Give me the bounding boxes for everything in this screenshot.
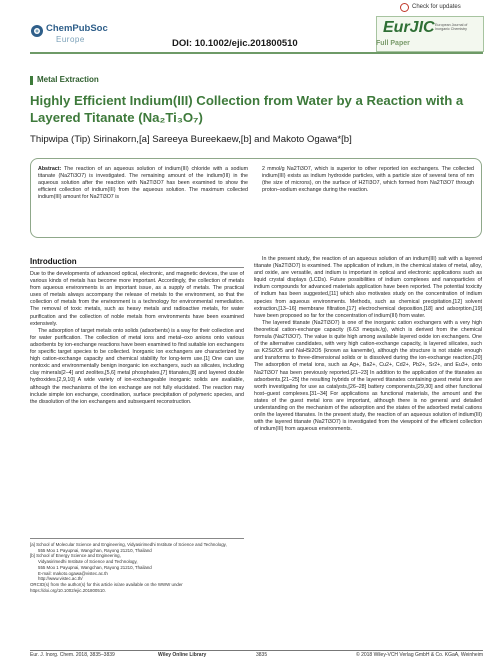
journal-name: EurJIC (383, 19, 435, 36)
footnote: [b] School of Energy Science and Engineering, (30, 553, 121, 559)
article-title: Highly Efficient Indium(III) Collection from Water by a Reaction with a Layered Titanate (Na₂Ti₃O₇) (30, 93, 464, 125)
footnote: [a] School of Molecular Science and Engineering, Vidyasirimedhi Institute of Science and Technology, (30, 542, 227, 547)
body-left-column (30, 271, 244, 406)
section-label: Metal Extraction (37, 75, 99, 84)
page-number: 3835 (256, 652, 268, 658)
footer-citation: Eur. J. Inorg. Chem. 2018, 3835–3839 (30, 652, 115, 658)
authors: Thipwipa (Tip) Sirinakorn,[a] Sareeya Bureekaew,[b] and Makoto Ogawa*[b] (30, 134, 352, 145)
paragraph: Due to the developments of advanced optical, electronic, and magnetic devices, the use of various kinds of metals has become more important. Accordingly, the collection of metals from aqueous environments is an important issue, as a supply of metals. The practical uses of metals always accompany the release of metals to the environment, so that the collection of metals from the environment is a technology for environmental remediation. The removal of toxic metals, such as heavy metals and radioactive metals, for water purification and the collection of noble metals from environments have been examined extensively. (30, 271, 244, 327)
abstract-left (38, 166, 248, 201)
doi: DOI: 10.1002/ejic.201800510 (172, 38, 298, 49)
footnote: ORCID(s) from the author(s) for this article is/are available on the WWW under https://doi.org/10.1002/ejic.201800510. (30, 581, 183, 593)
introduction-heading: Introduction (30, 257, 77, 266)
footnote[interactable]: E-mail: makoto.ogawa@vistec.ac.th (38, 570, 108, 576)
footnote: 555 Moo 1 Payupnai, Wangchan, Rayong 21210, Thailand (38, 547, 152, 553)
body-right-column (254, 256, 482, 433)
check-for-updates-badge[interactable] (400, 2, 494, 13)
check-for-updates-label: Check for updates (412, 4, 461, 10)
abstract-box (30, 158, 482, 238)
footnote-divider (30, 538, 244, 539)
update-icon (400, 3, 409, 12)
footnote: Vidyasirimedhi Institute of Science and Technology, (38, 559, 138, 565)
header-divider (30, 52, 483, 54)
publisher-subtitle: Europe (56, 35, 85, 44)
chempubsoc-logo-icon (30, 24, 44, 38)
abstract-right: 2 mmol/g Na2Ti3O7, which is superior to other reported ion exchangers. The collected indium(III) exists as indium hydroxide particles, with a particle size of several tens of nm (the size of microns), on the surface of H2Ti3O7, which formed from Na2Ti3O7 through proton–sodium exchange during the reaction. (262, 166, 474, 194)
footnote: 555 Moo 1 Payupnai, Wangchan, Rayong 21210, Thailand (38, 564, 152, 570)
footnote[interactable]: http://www.vistec.ac.th/ (38, 576, 83, 582)
paragraph: The adsorption of target metals onto solids (adsorbents) is a way for their collection and for water purification. The collection of metal ions and metal–oxo anions onto various adsorbents by ion-exchange reactions have been examined to find suitable ion exchangers for specific target species to be collected. Inorganic ion exchangers are characterized by high cation-exchange capacity and chemical stability for long-term use.[1] One can use nontoxic and environmentally benign inorganic ion exchangers, such as silicates, including clay minerals[2–4] and zeolites,[5,6] metal phosphates,[7] titanates,[8] and layered double hydroxides.[2,9,10] A wide variety of ion-exchangeable inorganic solids are available, although the mechanisms of the ion exchange are not fully elucidated. The reaction may include simple ion exchange, coordination, surface precipitation of polymeric species, and the dissolution of the ion exchangers and subsequent reconstruction. (30, 327, 244, 405)
paragraph: The layered titanate (Na2Ti3O7) is one of the inorganic cation exchangers with a very high theoretical cation-exchange capacity (6.63 mequiv./g), which is derived from the chemical formula (Na2Ti3O7). The value is quite high among available layered oxide ion exchangers. One of the alternative candidates, with very high cation-exchange capacity, is layered silicates, such as K2Si2O5 and NaHSi2O5 (known as kanemite), although the structure is not stable enough and transforms to three-dimensional solids or is dissolved during the ion-exchange reaction.[20] The adsorption of metal ions, such as Ag+, Ba2+, Cu2+, Cd2+, Pb2+, Sr2+, and Eu3+, onto Na2Ti3O7 has been previously reported.[21–23] In addition to the application of the titanates as adsorbents,[21–25] the resulting hybrids of the layered titanates containing guest metal ions are worth investigating for use as catalysts,[26–28] battery components,[29,30] and other functional host–guest complexes.[31–34] For applications as functional materials, the amount and the states of the guest metal ions are important, although there is no general and detailed understanding on the mechanism of the adsorption and the states of the adsorbed metal cations on/in the layered titanates. In the present study, the reaction of an aqueous solution of indium(III) with the layered titanate (Na2Ti3O7) is investigated from the viewpoint of the efficient collection of indium(III) from aqueous environments. (254, 319, 482, 433)
footer-divider (30, 650, 483, 651)
paper-type: Full Paper (376, 40, 410, 47)
paragraph: In the present study, the reaction of an aqueous solution of an indium(III) salt with a layered titanate (Na2Ti3O7) is examined. The application of indium, in the chemical states of metal, alloy, and oxide, are versatile, and indium is important in optical and electronic applications such as liquid crystal displays (LCDs). Future possibilities of indium complexes and nanoparticles of indium compounds for advanced materials application have been reported. The potential toxicity of indium has been suggested,[11] which also motivates study on the concentration of indium species from aqueous environments. Methods, such as chemical precipitation,[12] solvent extraction,[13–16] membrane filtration,[17] electrochemical deposition,[18] and adsorption,[19] have been proposed so far for the concentration of indium(III) from water. (254, 256, 482, 319)
footnotes (30, 542, 244, 593)
section-marker (30, 76, 33, 85)
publisher-name: ChemPubSoc (46, 23, 108, 34)
page-footer (30, 652, 483, 661)
footer-library[interactable]: Wiley Online Library (158, 652, 207, 658)
abstract-text-left: The reaction of an aqueous solution of indium(III) chloride with a sodium titanate (Na2Ti3O7) is investigated. The remaining amount of the indium(III) in the aqueous solution after the reaction with Na2Ti3O7 has been examined to show the efficient collection of indium(III) from the aqueous solution. The maximum collected indium(III) amount for Na2Ti3O7 is (38, 166, 248, 201)
journal-fullname: European Journal of Inorganic Chemistry (435, 23, 468, 32)
introduction-divider (30, 267, 244, 268)
publisher-logo (30, 22, 150, 52)
footer-copyright: © 2018 Wiley-VCH Verlag GmbH & Co. KGaA, Weinheim (356, 652, 483, 658)
abstract-label: Abstract: (38, 166, 62, 172)
